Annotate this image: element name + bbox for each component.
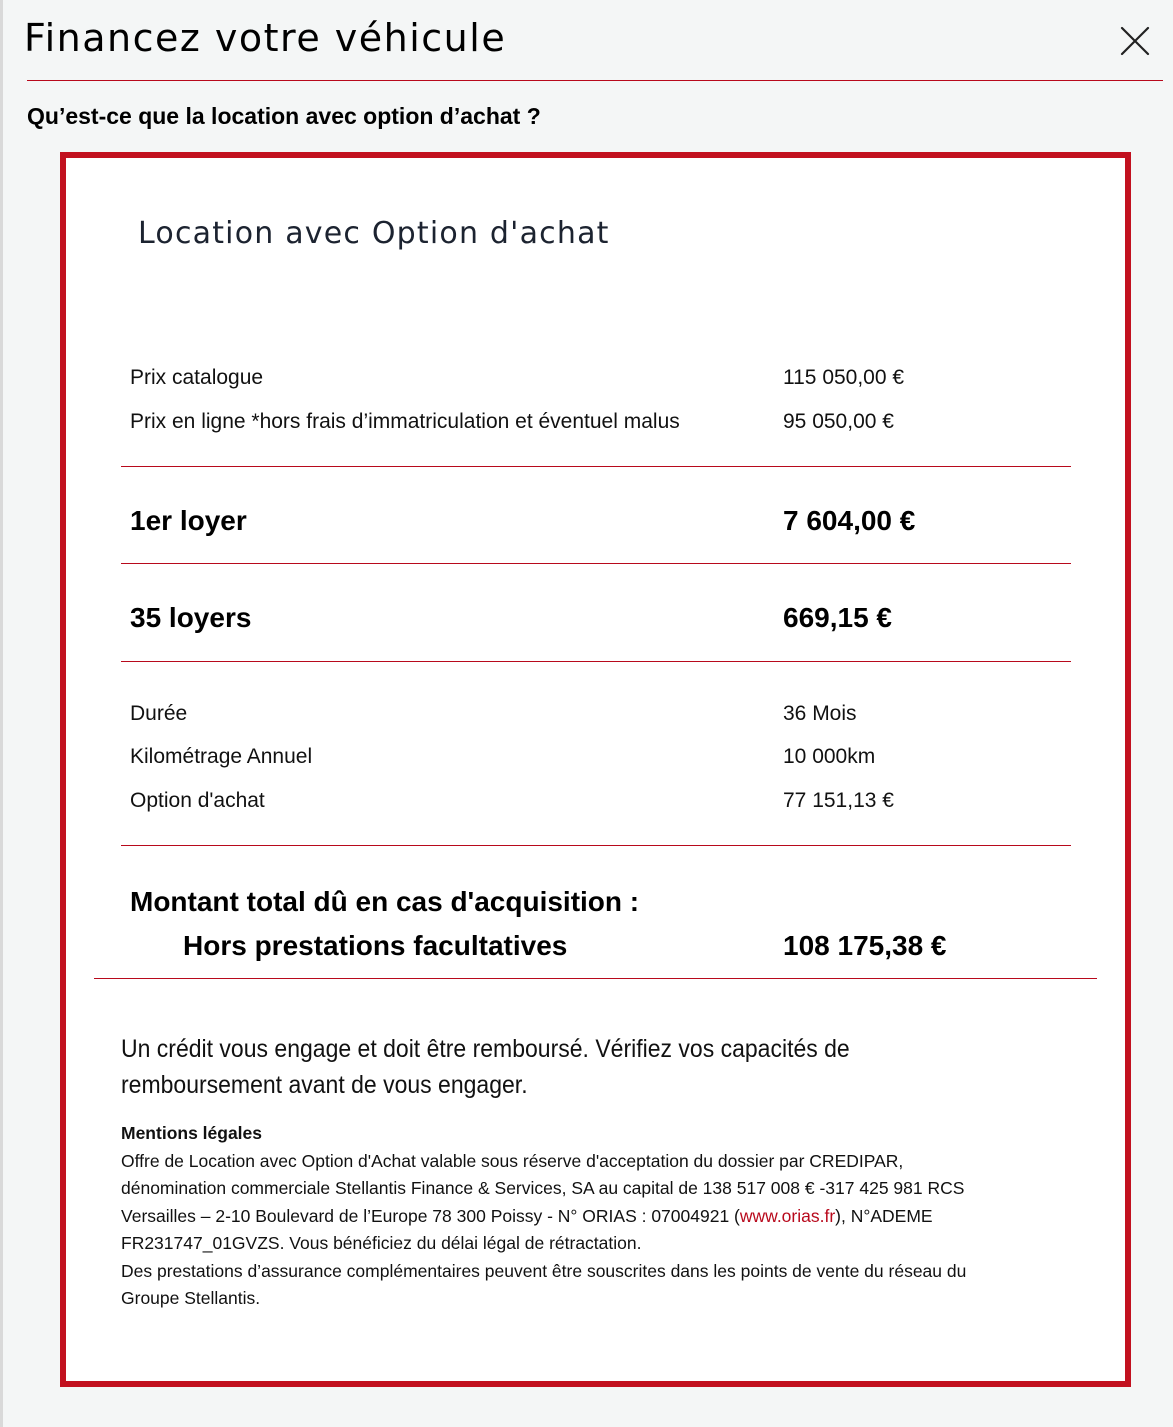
row-label: 1er loyer xyxy=(130,505,247,536)
row-value: 36 Mois xyxy=(783,702,857,725)
row-label: Option d'achat xyxy=(130,789,265,812)
section-question: Qu’est-ce que la location avec option d’achat ? xyxy=(27,103,541,129)
legal-text: ), N°ADEME xyxy=(835,1205,933,1226)
divider xyxy=(121,466,1071,467)
price-row-catalogue xyxy=(130,360,1030,396)
total-value: 108 175,38 € xyxy=(783,930,947,961)
row-value: 95 050,00 € xyxy=(783,410,894,433)
close-button[interactable] xyxy=(1112,18,1158,64)
detail-row-mileage xyxy=(130,739,1030,775)
row-value: 77 151,13 € xyxy=(783,789,894,812)
legal-line: Groupe Stellantis. xyxy=(121,1288,261,1308)
row-value: 669,15 € xyxy=(783,602,892,633)
row-label: Durée xyxy=(130,702,188,725)
divider xyxy=(121,563,1071,564)
total-row xyxy=(130,926,1030,966)
total-heading: Montant total dû en cas d'acquisition : xyxy=(130,886,640,917)
first-rent-row xyxy=(130,499,1030,543)
legal-notice xyxy=(121,1120,1081,1313)
legal-line xyxy=(121,1203,1081,1231)
legal-line: Offre de Location avec Option d'Achat valable sous réserve d'acceptation du dossier par CREDIPAR, xyxy=(121,1150,904,1171)
row-label: Prix en ligne *hors frais d’immatriculation et éventuel malus xyxy=(130,410,680,433)
monthly-rent-row xyxy=(130,596,1030,640)
page-edge xyxy=(0,0,3,1427)
credit-warning: Un crédit vous engage et doit être remboursé. Vérifiez vos capacités de remboursement avant de vous engager. xyxy=(121,1035,850,1099)
row-label: Prix catalogue xyxy=(130,366,264,389)
row-value: 10 000km xyxy=(783,745,876,768)
lease-summary-card xyxy=(60,152,1131,1387)
divider xyxy=(121,845,1071,846)
orias-link[interactable]: www.orias.fr xyxy=(739,1205,836,1226)
divider xyxy=(121,661,1071,662)
legal-line: FR231747_01GVZS. Vous bénéficiez du délai légal de rétractation. xyxy=(121,1233,642,1253)
close-icon xyxy=(1112,18,1158,64)
legal-text: Versailles – 2-10 Boulevard de l’Europe 78 300 Poissy - N° ORIAS : 07004921 ( xyxy=(121,1205,740,1226)
detail-row-purchase-option xyxy=(130,783,1030,819)
legal-line: dénomination commerciale Stellantis Finance & Services, SA au capital de 138 517 008 € -317 425 981 RCS xyxy=(121,1178,965,1198)
modal-title: Financez votre véhicule xyxy=(24,16,507,60)
row-label: 35 loyers xyxy=(130,602,252,633)
legal-title: Mentions légales xyxy=(121,1123,263,1143)
price-row-online xyxy=(130,404,1030,440)
card-title: Location avec Option d'achat xyxy=(138,216,610,251)
total-label: Hors prestations facultatives xyxy=(183,930,568,961)
detail-row-duration xyxy=(130,696,1030,732)
row-value: 7 604,00 € xyxy=(783,505,916,536)
header-divider xyxy=(27,80,1163,81)
row-value: 115 050,00 € xyxy=(783,366,905,389)
divider xyxy=(94,978,1097,979)
row-label: Kilométrage Annuel xyxy=(130,745,313,768)
legal-line: Des prestations d’assurance complémentaires peuvent être souscrites dans les points de vente du réseau du xyxy=(121,1260,967,1281)
